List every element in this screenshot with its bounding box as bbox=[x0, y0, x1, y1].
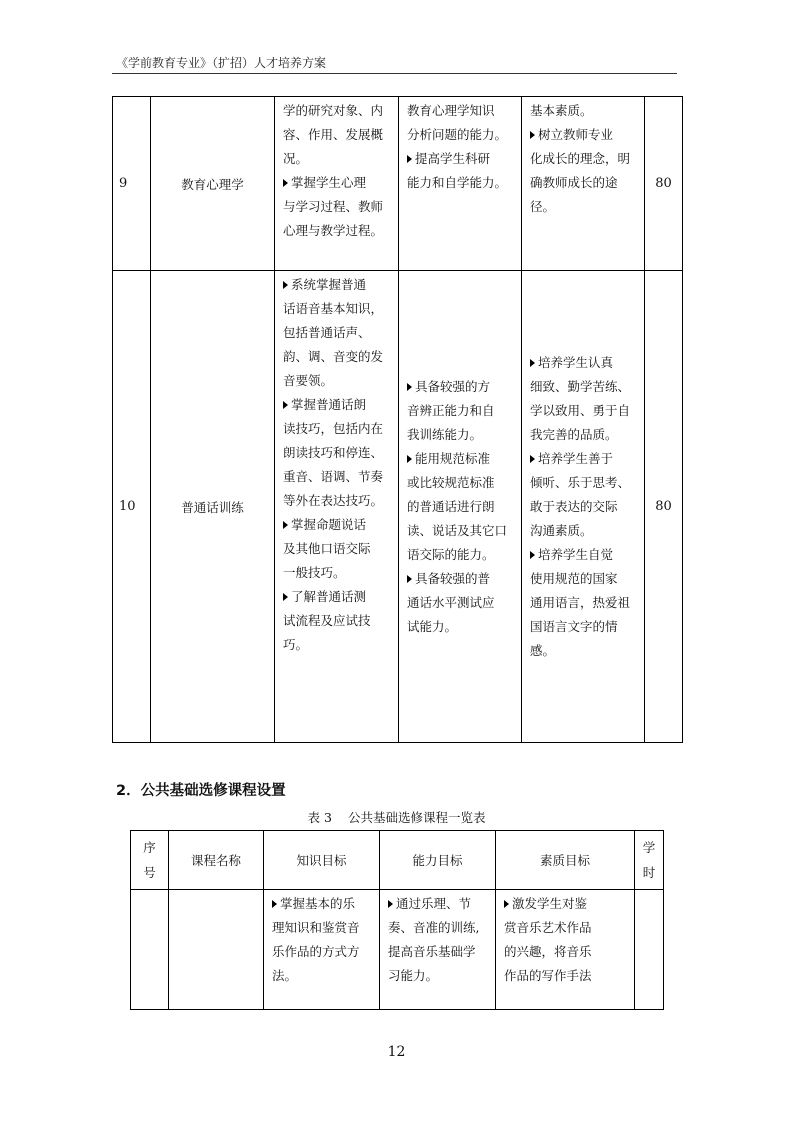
cell-line: 细致、勤学苦练、 bbox=[530, 379, 631, 394]
triangle-bullet-icon bbox=[504, 900, 509, 908]
cell-line: 奏、音准的训练, bbox=[388, 920, 480, 935]
cell-line: 具备较强的方 bbox=[415, 379, 491, 394]
cell-line: 提高音乐基础学 bbox=[388, 944, 476, 959]
hours-cell: 80 bbox=[645, 97, 683, 271]
triangle-bullet-icon bbox=[530, 359, 535, 367]
hours-cell bbox=[635, 890, 664, 1010]
bullet-item bbox=[407, 447, 516, 567]
header-ability: 能力目标 bbox=[380, 831, 496, 890]
ability-goal-cell bbox=[399, 97, 522, 271]
triangle-bullet-icon bbox=[283, 179, 288, 187]
cell-line: 使用规范的国家 bbox=[530, 571, 618, 586]
bullet-item bbox=[283, 171, 393, 243]
text-item bbox=[530, 99, 639, 123]
course-name: 教育心理学 bbox=[151, 97, 275, 271]
table-row bbox=[131, 890, 664, 1010]
cell-line: 掌握普通话朗 bbox=[291, 397, 367, 412]
bullet-item bbox=[283, 513, 393, 585]
cell-line: 了解普通话测 bbox=[291, 589, 367, 604]
bullet-item bbox=[530, 543, 639, 663]
course-name: 普通话训练 bbox=[151, 271, 275, 743]
cell-line: 培养学生认真 bbox=[538, 355, 614, 370]
course-table-continued bbox=[112, 96, 683, 743]
cell-line: 作品的写作手法 bbox=[504, 968, 592, 983]
triangle-bullet-icon bbox=[407, 383, 412, 391]
running-header: 《学前教育专业》（扩招）人才培养方案 bbox=[116, 56, 327, 70]
cell-line: 教育心理学知识 bbox=[407, 103, 495, 118]
cell-line: 的兴趣，将音乐 bbox=[504, 944, 592, 959]
triangle-bullet-icon bbox=[530, 131, 535, 139]
cell-line: 确教师成长的途 bbox=[530, 175, 618, 190]
bullet-item bbox=[504, 892, 629, 988]
header-quality: 素质目标 bbox=[496, 831, 635, 890]
cell-line: 激发学生对鉴 bbox=[512, 896, 588, 911]
triangle-bullet-icon bbox=[530, 551, 535, 559]
table-header-row bbox=[131, 831, 664, 890]
cell-line: 或比较规范标准 bbox=[407, 475, 495, 490]
knowledge-goal-cell bbox=[264, 890, 380, 1010]
cell-line: 重音、语调、节奏 bbox=[283, 469, 384, 484]
cell-line: 试能力。 bbox=[407, 619, 458, 634]
row-number bbox=[131, 890, 169, 1010]
cell-line: 理知识和鉴赏音 bbox=[272, 920, 360, 935]
cell-line: 与学习过程、教师 bbox=[283, 199, 384, 214]
cell-line: 容、作用、发展概 bbox=[283, 127, 384, 142]
cell-line: 话语音基本知识， bbox=[283, 301, 384, 316]
cell-line: 读技巧，包括内在 bbox=[283, 421, 384, 436]
cell-line: 心理与教学过程。 bbox=[283, 223, 384, 238]
triangle-bullet-icon bbox=[283, 401, 288, 409]
knowledge-goal-cell bbox=[275, 271, 399, 743]
cell-line: 况。 bbox=[283, 151, 309, 166]
cell-line: 国语言文字的情 bbox=[530, 619, 618, 634]
cell-line: 赏音乐艺术作品 bbox=[504, 920, 592, 935]
cell-line: 韵、调、音变的发 bbox=[283, 349, 384, 364]
cell-line: 感。 bbox=[530, 643, 556, 658]
cell-line: 倾听、乐于思考、 bbox=[530, 475, 631, 490]
table-row bbox=[113, 271, 683, 743]
cell-line: 一般技巧。 bbox=[283, 565, 346, 580]
cell-line: 化成长的理念，明 bbox=[530, 151, 631, 166]
triangle-bullet-icon bbox=[407, 455, 412, 463]
cell-line: 通话水平测试应 bbox=[407, 595, 495, 610]
cell-line: 音要领。 bbox=[283, 373, 334, 388]
cell-line: 具备较强的普 bbox=[415, 571, 491, 586]
section-heading: 2．公共基础选修课程设置 bbox=[116, 783, 286, 799]
cell-line: 包括普通话声、 bbox=[283, 325, 371, 340]
cell-line: 掌握基本的乐 bbox=[280, 896, 356, 911]
cell-line: 读、说话及其它口 bbox=[407, 523, 508, 538]
text-item bbox=[283, 99, 393, 171]
quality-goal-cell bbox=[522, 271, 645, 743]
cell-line: 系统掌握普通 bbox=[291, 277, 367, 292]
cell-line: 树立教师专业 bbox=[538, 127, 614, 142]
cell-line: 掌握学生心理 bbox=[291, 175, 367, 190]
triangle-bullet-icon bbox=[530, 455, 535, 463]
cell-line: 乐作品的方式方 bbox=[272, 944, 360, 959]
triangle-bullet-icon bbox=[283, 593, 288, 601]
header-hours: 学 时 bbox=[635, 831, 664, 890]
cell-line: 通用语言，热爱祖 bbox=[530, 595, 631, 610]
cell-line: 习能力。 bbox=[388, 968, 439, 983]
quality-goal-cell bbox=[522, 97, 645, 271]
table-caption bbox=[0, 808, 793, 826]
cell-line: 语交际的能力。 bbox=[407, 547, 495, 562]
table-caption-number: 表 3 bbox=[307, 810, 332, 825]
table-caption-title: 公共基础选修课程一览表 bbox=[347, 810, 486, 825]
cell-line: 掌握命题说话 bbox=[291, 517, 367, 532]
bullet-item bbox=[530, 447, 639, 543]
cell-line: 我训练能力。 bbox=[407, 427, 483, 442]
triangle-bullet-icon bbox=[283, 521, 288, 529]
bullet-item bbox=[530, 123, 639, 219]
cell-line: 能力和自学能力。 bbox=[407, 175, 508, 190]
cell-line: 学的研究对象、内 bbox=[283, 103, 384, 118]
cell-line: 培养学生自觉 bbox=[538, 547, 614, 562]
triangle-bullet-icon bbox=[407, 155, 412, 163]
triangle-bullet-icon bbox=[283, 281, 288, 289]
course-name bbox=[169, 890, 264, 1010]
cell-line: 培养学生善于 bbox=[538, 451, 614, 466]
header-course: 课程名称 bbox=[169, 831, 264, 890]
cell-line: 能用规范标准 bbox=[415, 451, 491, 466]
bullet-item bbox=[272, 892, 374, 988]
quality-goal-cell bbox=[496, 890, 635, 1010]
cell-line: 我完善的品质。 bbox=[530, 427, 618, 442]
bullet-item bbox=[407, 147, 516, 195]
header-rule bbox=[112, 73, 677, 74]
cell-line: 分析问题的能力。 bbox=[407, 127, 508, 142]
cell-line: 朗读技巧和停连、 bbox=[283, 445, 384, 460]
row-number: 10 bbox=[113, 271, 151, 743]
table-row bbox=[113, 97, 683, 271]
cell-line: 沟通素质。 bbox=[530, 523, 593, 538]
bullet-item bbox=[407, 375, 516, 447]
cell-line: 试流程及应试技 bbox=[283, 613, 371, 628]
elective-course-table bbox=[130, 830, 664, 1010]
cell-line: 学以致用、勇于自 bbox=[530, 403, 631, 418]
triangle-bullet-icon bbox=[388, 900, 393, 908]
knowledge-goal-cell bbox=[275, 97, 399, 271]
triangle-bullet-icon bbox=[407, 575, 412, 583]
hours-cell: 80 bbox=[645, 271, 683, 743]
cell-line: 基本素质。 bbox=[530, 103, 593, 118]
bullet-item bbox=[283, 273, 393, 393]
header-no: 序 号 bbox=[131, 831, 169, 890]
bullet-item bbox=[283, 393, 393, 513]
cell-line: 的普通话进行朗 bbox=[407, 499, 495, 514]
header-knowledge: 知识目标 bbox=[264, 831, 380, 890]
bullet-item bbox=[530, 351, 639, 447]
text-item bbox=[407, 99, 516, 147]
page-number: 12 bbox=[387, 1044, 406, 1060]
cell-line: 及其他口语交际 bbox=[283, 541, 371, 556]
cell-line: 径。 bbox=[530, 199, 556, 214]
cell-line: 提高学生科研 bbox=[415, 151, 491, 166]
cell-line: 音辨正能力和自 bbox=[407, 403, 495, 418]
bullet-item bbox=[388, 892, 490, 988]
cell-line: 巧。 bbox=[283, 637, 309, 652]
bullet-item bbox=[407, 567, 516, 639]
cell-line: 等外在表达技巧。 bbox=[283, 493, 384, 508]
cell-line: 通过乐理、节 bbox=[396, 896, 472, 911]
ability-goal-cell bbox=[380, 890, 496, 1010]
row-number: 9 bbox=[113, 97, 151, 271]
cell-line: 敢于表达的交际 bbox=[530, 499, 618, 514]
cell-line: 法。 bbox=[272, 968, 298, 983]
ability-goal-cell bbox=[399, 271, 522, 743]
bullet-item bbox=[283, 585, 393, 657]
triangle-bullet-icon bbox=[272, 900, 277, 908]
